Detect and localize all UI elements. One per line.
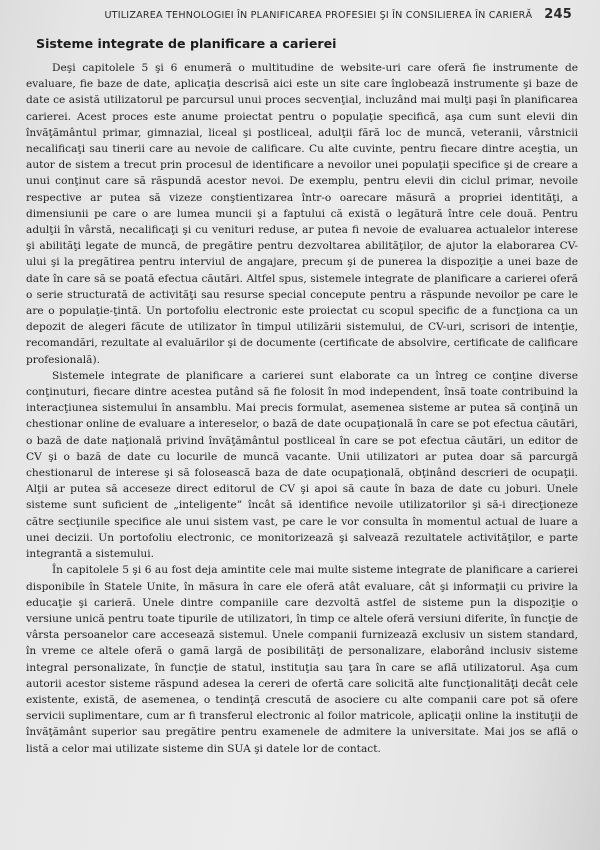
section-heading: Sisteme integrate de planificare a carierei (36, 36, 337, 51)
running-head-title: UTILIZAREA TEHNOLOGIEI ÎN PLANIFICAREA PROFESIEI ŞI ÎN CONSILIEREA ÎN CARIERĂ (104, 10, 533, 21)
page-number: 245 (544, 7, 572, 22)
paragraph: Sistemele integrate de planificare a carierei sunt elaborate ca un întreg ce conţine diverse conţinuturi, fiecare dintre acestea putând să fie folosit în mod independent, însă toate contribuind la interacţiunea sistemului în ansamblu. Mai precis formulat, asemenea sisteme ar putea să conţină un chestionar online de evaluare a intereselor, o bază de date ocupaţională în care se pot efectua căutări, o bază de date naţională privind învăţământul postliceal în care se pot efectua căutări, un editor de CV şi o bază de date cu locurile de muncă vacante. Unii utilizatori ar putea doar să parcurgă chestionarul de interese şi să folosească baza de date ocupaţională, obţinând descrieri de ocupaţii. Alţii ar putea să acceseze direct editorul de CV şi apoi să caute în baza de date cu joburi. Unele sisteme sunt suficient de „inteligente” încât să identifice nevoile utilizatorilor şi să-i direcţioneze către secţiunile specifice ale unui sistem vast, pe care le vor consulta în momentul actual de luare a unei decizii. Un portofoliu electronic, ce monitorizează şi salvează rezultatele activităţilor, e parte integrantă a sistemului. (26, 369, 578, 561)
paragraph: În capitolele 5 şi 6 au fost deja amintite cele mai multe sisteme integrate de planificare a carierei disponibile în Statele Unite, în măsura în care ele oferă atât evaluare, cât şi informaţii cu privire la educaţie şi carieră. Unele dintre companiile care dezvoltă astfel de sisteme pun la dispoziţie o versiune unică pentru toate tipurile de utilizatori, în timp ce altele oferă versiuni diferite, în funcţie de vârsta persoanelor care accesează sistemul. Unele companii furnizează exclusiv un sistem standard, în vreme ce altele oferă o gamă largă de posibilităţi de personalizare, elaborând inclusiv sisteme integral personalizate, în funcţie de statul, instituţia sau ţara în care se află utilizatorul. Aşa cum autorii acestor sisteme răspund adesea la cereri de ofertă care solicită alte funcţionalităţi decât cele existente, există, de asemenea, o tendinţă crescută de asociere cu alte companii care pot să ofere servicii suplimentare, cum ar fi transferul electronic al foilor matricole, aplicaţii online la instituţii de învăţământ superior sau pregătire pentru examenele de admitere la universitate. Mai jos se află o listă a celor mai utilizate sisteme din SUA şi datele lor de contact. (26, 564, 579, 755)
paragraph: Deşi capitolele 5 şi 6 enumeră o multitudine de website-uri care oferă fie instrumente de evaluare, fie baze de date, aplicaţia descrisă aici este un site care înglobează instrumente şi baze de date ce asistă utilizatorul pe parcursul unui proces secvenţial, incluzând mai mulţi paşi în planificarea carierei. Acest proces este anume proiectat pentru o populaţie specifică, aşa cum sunt elevii din învăţământul primar, gimnazial, liceal şi postliceal, adulţii fără loc de muncă, veteranii, vârstnicii necalificaţi sau tinerii care au nevoie de calificare. Cu alte cuvinte, pentru fiecare dintre aceştia, un autor de sistem a trecut prin procesul de identificare a nevoilor unei populaţii specifice şi de creare a unui conţinut care să răspundă acestor nevoi. De exemplu, pentru elevii din ciclul primar, nevoile respective ar putea să vizeze conştientizarea într-o oarecare măsură a propriei identităţi, a dimensiunii pe care o are lumea muncii şi a faptului că există o legătură între cele două. Pentru adulţii în vârstă, necalificaţi şi cu venituri reduse, ar putea fi nevoie de evaluarea actualelor interese şi abilităţi legate de muncă, de pregătire pentru dezvoltarea abilităţilor, de ajutor la elaborarea CV-ului şi la pregătirea pentru interviul de angajare, precum şi de punerea la dispoziţie a unei baze de date în care să se poată efectua căutări. Altfel spus, sistemele integrate de planificare a carierei oferă o serie structurată de activităţi sau resurse special concepute pentru a răspunde nevoilor pe care le are o populaţie-ţintă. Un portofoliu electronic este proiectat cu scopul specific de a funcţiona ca un depozit de alegeri făcute de utilizator în timpul utilizării sistemului, de CV-uri, scrisori de intenţie, recomandări, rezultate al evaluărilor şi de documente (certificate de absolvire, certificate de calificare profesională). (26, 62, 578, 366)
running-head (26, 6, 578, 24)
body-text (26, 60, 578, 757)
